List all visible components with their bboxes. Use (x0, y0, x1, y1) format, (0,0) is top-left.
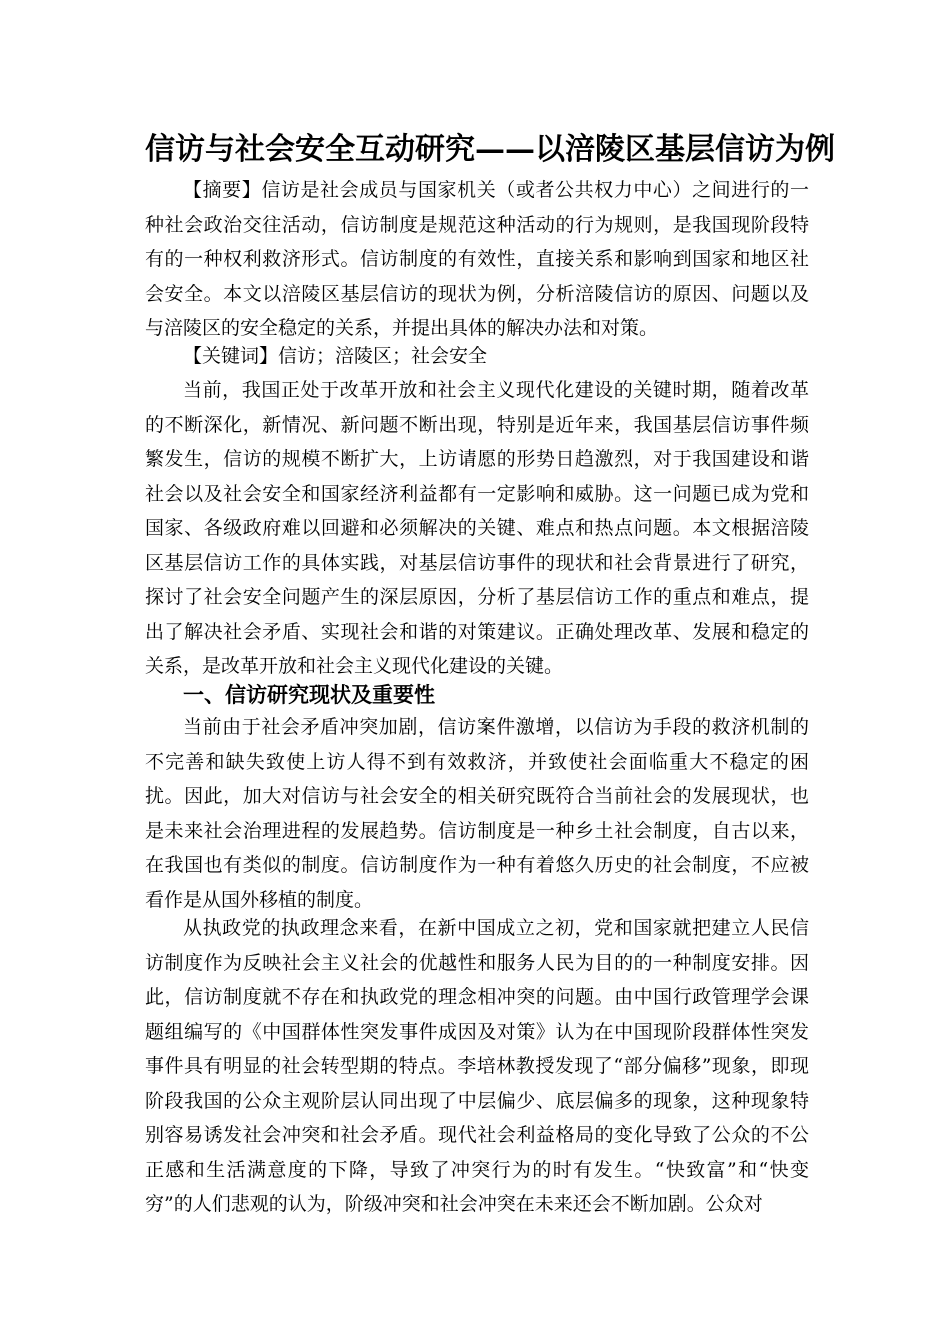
intro-paragraph: 当前，我国正处于改革开放和社会主义现代化建设的关键时期，随着改革的不断深化，新情况、新问题不断出现，特别是近年来，我国基层信访事件频繁发生，信访的规模不断扩大，上访请愿的形势日趋激烈，对于我国建设和谐社会以及社会安全和国家经济利益都有一定影响和威胁。这一问题已成为党和国家、各级政府难以回避和必须解决的关键、难点和热点问题。本文根据涪陵区基层信访工作的具体实践，对基层信访事件的现状和社会背景进行了研究，探讨了社会安全问题产生的深层原因，分析了基层信访工作的重点和难点，提出了解决社会矛盾、实现社会和谐的对策建议。正确处理改革、发展和稳定的关系，是改革开放和社会主义现代化建设的关键。 (145, 379, 809, 677)
document-title: 信访与社会安全互动研究——以涪陵区基层信访为例 (145, 132, 835, 167)
body-paragraph: 从执政党的执政理念来看，在新中国成立之初，党和国家就把建立人民信访制度作为反映社会主义社会的优越性和服务人民为目的的一种制度安排。因此，信访制度就不存在和执政党的理念相冲突的问题。由中国行政管理学会课题组编写的《中国群体性突发事件成因及对策》认为在中国现阶段群体性突发事件具有明显的社会转型期的特点。李培林教授发现了“部分偏移”现象，即现阶段我国的公众主观阶层认同出现了中层偏少、底层偏多的现象，这种现象特别容易诱发社会冲突和社会矛盾。现代社会利益格局的变化导致了公众的不公正感和生活满意度的下降，导致了冲突行为的时有发生。“快致富”和“快变穷”的人们悲观的认为，阶级冲突和社会冲突在未来还会不断加剧。公众对 (145, 917, 809, 1215)
section-heading: 一、信访研究现状及重要性 (183, 682, 435, 707)
abstract-paragraph: 【摘要】信访是社会成员与国家机关（或者公共权力中心）之间进行的一种社会政治交往活动，信访制度是规范这种活动的行为规则，是我国现阶段特有的一种权利救济形式。信访制度的有效性，直接关系和影响到国家和地区社会安全。本文以涪陵区基层信访的现状为例，分析涪陵信访的原因、问题以及与涪陵区的安全稳定的关系，并提出具体的解决办法和对策。 (145, 179, 809, 339)
body-paragraph: 当前由于社会矛盾冲突加剧，信访案件激增，以信访为手段的救济机制的不完善和缺失致使上访人得不到有效救济，并致使社会面临重大不稳定的困扰。因此，加大对信访与社会安全的相关研究既符合当前社会的发展现状，也是未来社会治理进程的发展趋势。信访制度是一种乡土社会制度，自古以来，在我国也有类似的制度。信访制度作为一种有着悠久历史的社会制度，不应被看作是从国外移植的制度。 (145, 716, 809, 911)
keywords-line: 【关键词】信访；涪陵区；社会安全 (183, 345, 488, 367)
